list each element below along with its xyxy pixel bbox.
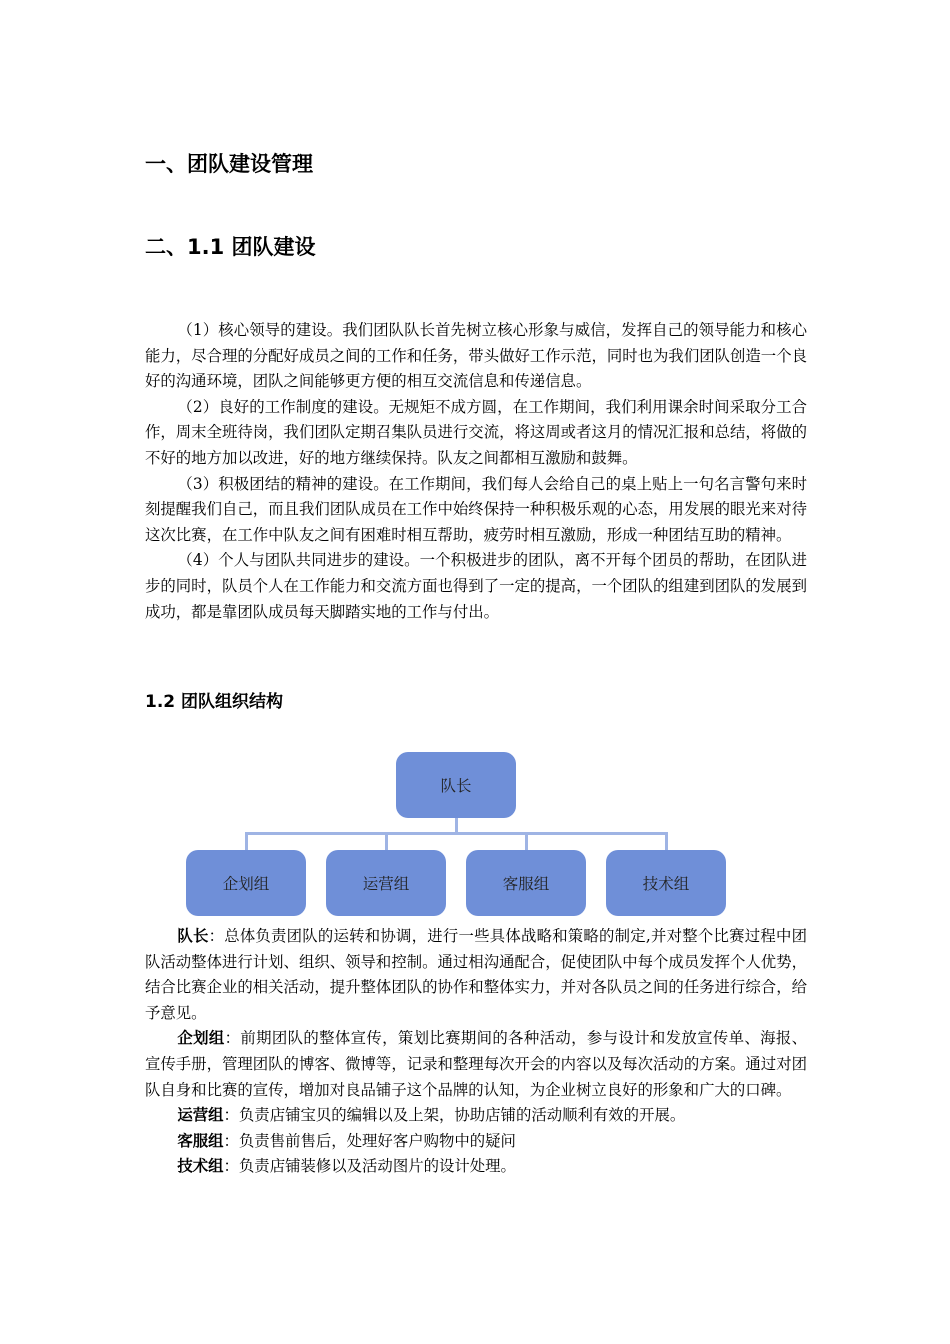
role-description xyxy=(145,1129,807,1155)
team-building-paragraphs xyxy=(145,318,807,625)
org-node-operations: 运营组 xyxy=(326,850,446,916)
org-node-technology: 技术组 xyxy=(606,850,726,916)
role-text: ：总体负责团队的运转和协调，进行一些具体战略和策略的制定,并对整个比赛过程中团队活动整体进行计划、组织、领导和控制。通过相沟通配合，促使团队中每个成员发挥个人优势，结合比赛企业的相关活动，提升整体团队的协作和整体实力，并对各队员之间的任务进行综合，给予意见。 xyxy=(145,927,807,1022)
section-heading-1-2: 1.2 团队组织结构 xyxy=(145,692,284,712)
section-heading-1: 一、团队建设管理 xyxy=(145,152,313,176)
role-description xyxy=(145,1154,807,1180)
org-node-customer-service: 客服组 xyxy=(466,850,586,916)
role-description xyxy=(145,1103,807,1129)
role-description xyxy=(145,1026,807,1103)
role-description xyxy=(145,924,807,1026)
section-heading-1-1: 二、1.1 团队建设 xyxy=(145,235,316,259)
role-text: ：负责店铺宝贝的编辑以及上架，协助店铺的活动顺利有效的开展。 xyxy=(223,1106,686,1125)
org-connector-child-3 xyxy=(525,832,528,850)
role-text: ：负责售前售后，处理好客户购物中的疑问 xyxy=(223,1131,516,1150)
org-connector-child-2 xyxy=(385,832,388,850)
role-name: 队长 xyxy=(177,927,209,945)
role-name: 运营组 xyxy=(177,1106,224,1125)
paragraph-core-leadership: （1）核心领导的建设。我们团队队长首先树立核心形象与威信，发挥自己的领导能力和核心能力，尽合理的分配好成员之间的工作和任务，带头做好工作示范，同时也为我们团队创造一个良好的沟通环境，团队之间能够更方便的相互交流信息和传递信息。 xyxy=(145,321,807,391)
role-text: ：前期团队的整体宣传，策划比赛期间的各种活动，参与设计和发放宣传单、海报、宣传手册，管理团队的博客、微博等，记录和整理每次开会的内容以及每次活动的方案。通过对团队自身和比赛的宣传，增加对良品铺子这个品牌的认知，为企业树立良好的形象和广大的口碑。 xyxy=(145,1029,807,1099)
org-chart xyxy=(186,750,726,918)
org-node-captain: 队长 xyxy=(396,752,516,818)
paragraph-team-spirit: （3）积极团结的精神的建设。在工作期间，我们每人会给自己的桌上贴上一句名言警句来时刻提醒我们自己，而且我们团队成员在工作中始终保持一种积极乐观的心态，用发展的眼光来对待这次比赛，在工作中队友之间有困难时相互帮助，疲劳时相互激励，形成一种团结互助的精神。 xyxy=(145,474,807,544)
org-connector-horizontal xyxy=(245,832,668,835)
role-text: ：负责店铺装修以及活动图片的设计处理。 xyxy=(223,1157,516,1176)
role-name: 客服组 xyxy=(177,1131,224,1150)
org-node-planning: 企划组 xyxy=(186,850,306,916)
org-connector-child-1 xyxy=(245,832,248,850)
role-descriptions xyxy=(145,924,807,1180)
org-connector-child-4 xyxy=(665,832,668,850)
role-name: 企划组 xyxy=(177,1029,225,1048)
paragraph-common-progress: （4）个人与团队共同进步的建设。一个积极进步的团队，离不开每个团员的帮助，在团队进步的同时，队员个人在工作能力和交流方面也得到了一定的提高，一个团队的组建到团队的发展到成功，都是靠团队成员每天脚踏实地的工作与付出。 xyxy=(145,551,807,621)
paragraph-work-system: （2）良好的工作制度的建设。无规矩不成方圆，在工作期间，我们利用课余时间采取分工合作，周末全班待岗，我们团队定期召集队员进行交流，将这周或者这月的情况汇报和总结，将做的不好的地方加以改进，好的地方继续保持。队友之间都相互激励和鼓舞。 xyxy=(145,397,807,467)
role-name: 技术组 xyxy=(177,1157,224,1176)
